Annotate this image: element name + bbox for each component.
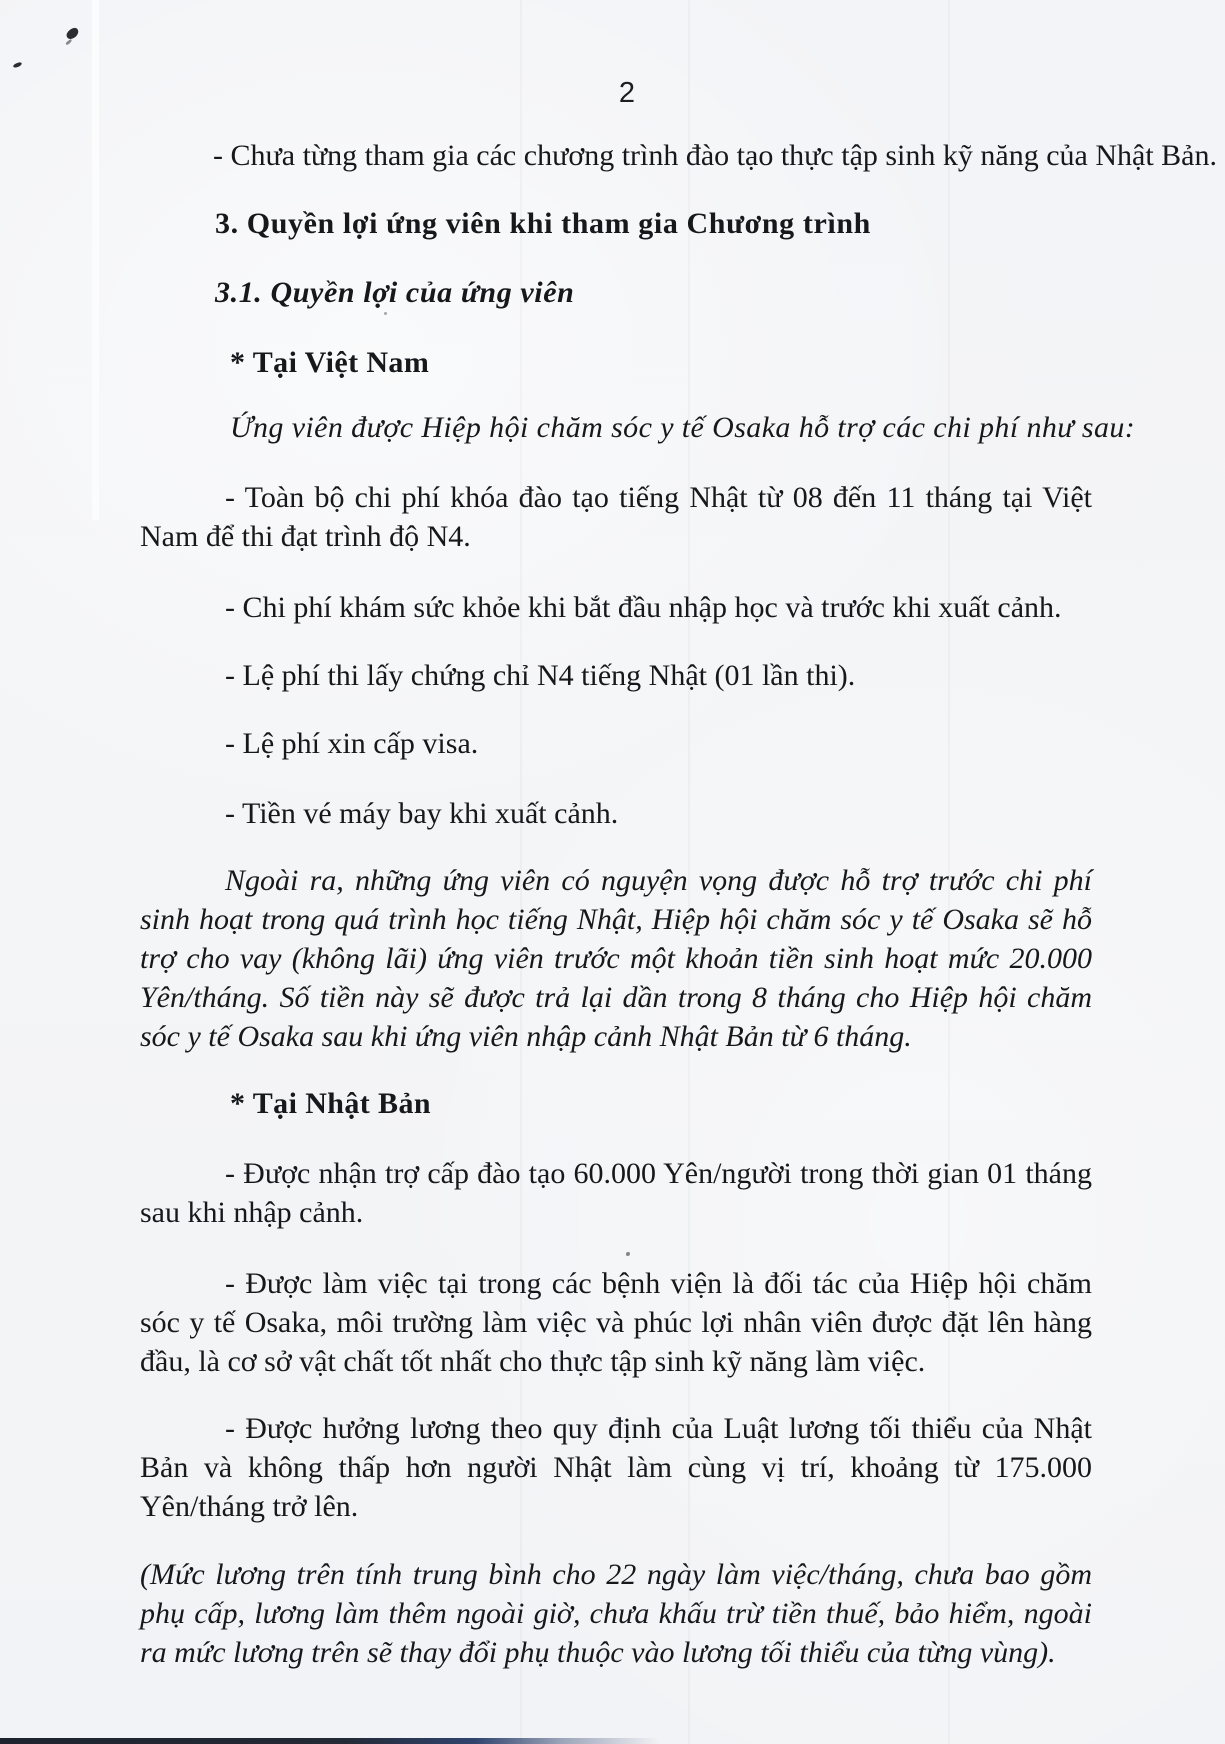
- vietnam-benefits-intro: Ứng viên được Hiệp hội chăm sóc y tế Osaka hỗ trợ các chi phí như sau:: [230, 411, 1136, 444]
- section-3-1-heading: 3.1. Quyền lợi của ứng viên: [215, 276, 575, 309]
- benefit-training-cost: - Toàn bộ chi phí khóa đào tạo tiếng Nhật từ 08 đến 11 tháng tại Việt Nam để thi đạt trình độ N4.: [140, 481, 1092, 553]
- candidate-condition-note: - Chưa từng tham gia các chương trình đào tạo thực tập sinh kỹ năng của Nhật Bản.: [213, 139, 1217, 172]
- japan-section-heading: * Tại Nhật Bản: [230, 1087, 431, 1120]
- benefit-airfare: - Tiền vé máy bay khi xuất cảnh.: [225, 797, 619, 830]
- benefit-exam-fee: - Lệ phí thi lấy chứng chỉ N4 tiếng Nhật (01 lần thi).: [225, 659, 856, 692]
- page-number: 2: [618, 77, 636, 109]
- benefit-salary: - Được hưởng lương theo quy định của Luật lương tối thiểu của Nhật Bản và không thấp hơn người Nhật làm cùng vị trí, khoảng từ 175.000 Yên/tháng trở lên.: [140, 1412, 1092, 1523]
- scanner-edge-band: [0, 1738, 660, 1744]
- benefit-visa-fee: - Lệ phí xin cấp visa.: [225, 727, 479, 760]
- benefit-training-allowance: - Được nhận trợ cấp đào tạo 60.000 Yên/người trong thời gian 01 tháng sau khi nhập cảnh.: [140, 1157, 1092, 1229]
- vietnam-section-heading: * Tại Việt Nam: [230, 346, 430, 379]
- benefit-health-check: - Chi phí khám sức khỏe khi bắt đầu nhập học và trước khi xuất cảnh.: [225, 591, 1062, 624]
- section-3-heading: 3. Quyền lợi ứng viên khi tham gia Chương trình: [215, 207, 871, 240]
- salary-average-note: (Mức lương trên tính trung bình cho 22 ngày làm việc/tháng, chưa bao gồm phụ cấp, lương làm thêm ngoài giờ, chưa khấu trừ tiền thuế, bảo hiểm, ngoài ra mức lương trên sẽ thay đổi phụ thuộc vào lương tối thiểu của từng vùng).: [140, 1558, 1092, 1669]
- benefit-hospital-work: - Được làm việc tại trong các bệnh viện là đối tác của Hiệp hội chăm sóc y tế Osaka, môi trường làm việc và phúc lợi nhân viên được đặt lên hàng đầu, là cơ sở vật chất tốt nhất cho thực tập sinh kỹ năng làm việc.: [140, 1267, 1092, 1378]
- living-cost-loan-note: Ngoài ra, những ứng viên có nguyện vọng được hỗ trợ trước chi phí sinh hoạt trong quá trình học tiếng Nhật, Hiệp hội chăm sóc y tế Osaka sẽ hỗ trợ cho vay (không lãi) ứng viên trước một khoản tiền sinh hoạt mức 20.000 Yên/tháng. Số tiền này sẽ được trả lại dần trong 8 tháng cho Hiệp hội chăm sóc y tế Osaka sau khi ứng viên nhập cảnh Nhật Bản từ 6 tháng.: [140, 864, 1092, 1053]
